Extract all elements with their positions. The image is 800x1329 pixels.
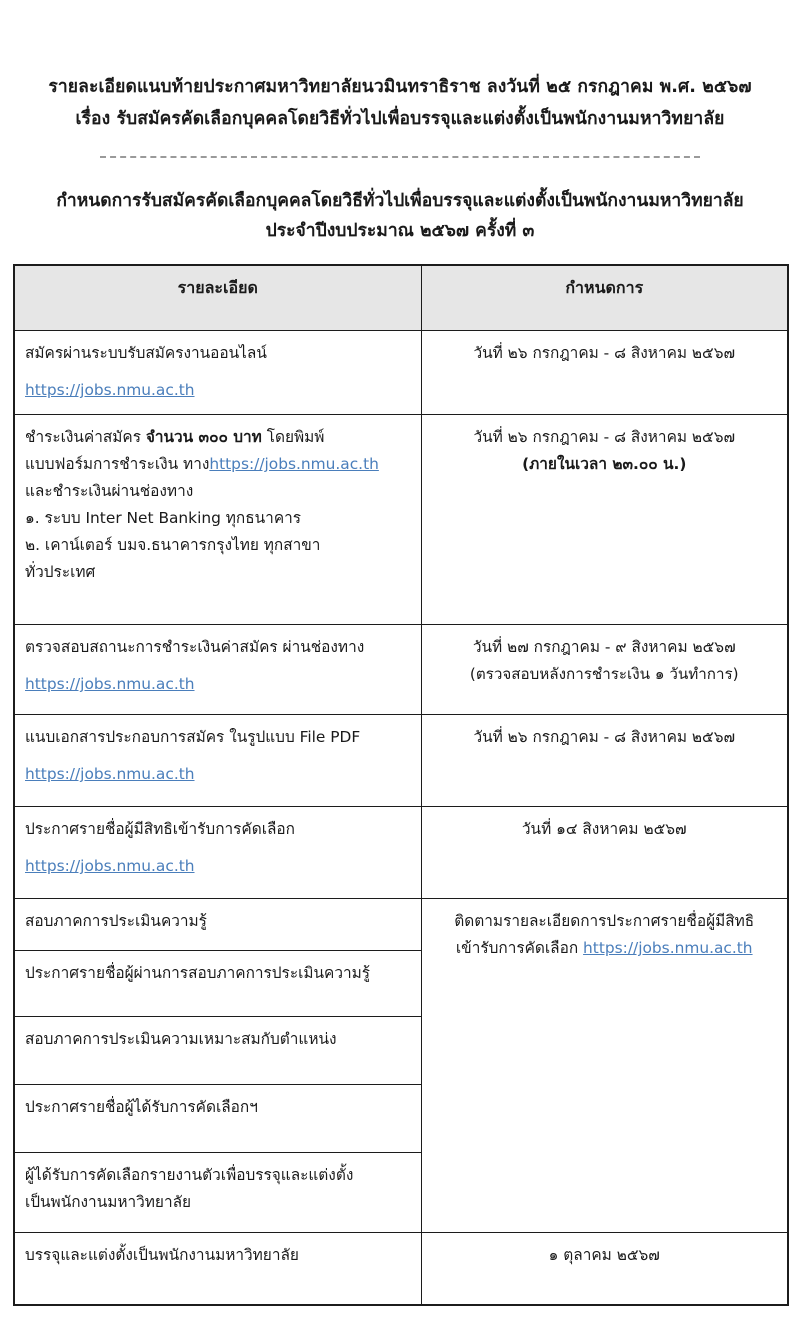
column-header-schedule: กำหนดการ — [421, 265, 788, 331]
report-duty-line-2: เป็นพนักงานมหาวิทยาลัย — [25, 1193, 192, 1211]
document-header — [0, 0, 800, 134]
check-detail-text: ตรวจสอบสถานะการชำระเงินค่าสมัคร ผ่านช่องทาง — [25, 638, 365, 656]
apply-link-line — [25, 377, 411, 404]
merged-schedule-line-1: ติดตามรายละเอียดการประกาศรายชื่อผู้มีสิทธิ — [454, 912, 755, 930]
cell-appointment-detail: บรรจุและแต่งตั้งเป็นพนักงานมหาวิทยาลัย — [14, 1233, 421, 1306]
check-jobs-link[interactable]: https://jobs.nmu.ac.th — [25, 675, 195, 693]
cell-apply-schedule: วันที่ ๒๖ กรกฎาคม - ๘ สิงหาคม ๒๕๖๗ — [421, 331, 788, 415]
document-subtitle — [0, 186, 800, 246]
subtitle-line-2: ประจำปีงบประมาณ ๒๕๖๗ ครั้งที่ ๓ — [265, 221, 535, 241]
payment-line-2 — [25, 451, 411, 478]
payment-jobs-link[interactable]: https://jobs.nmu.ac.th — [209, 455, 379, 473]
check-schedule-dates: วันที่ ๒๗ กรกฎาคม - ๙ สิงหาคม ๒๕๖๗ — [472, 638, 736, 656]
table-row-exam-knowledge — [14, 899, 788, 951]
payment-text-c: โดยพิมพ์ — [261, 428, 325, 446]
dashed-rule — [100, 156, 700, 158]
merged-schedule-line-2 — [432, 935, 778, 962]
payment-line-1 — [25, 424, 411, 451]
payment-channel-2-cont: ทั่วประเทศ — [25, 563, 96, 581]
table-row-appointment — [14, 1233, 788, 1306]
cell-apply-detail — [14, 331, 421, 415]
cell-eligible-detail — [14, 807, 421, 899]
subtitle-line-1: กำหนดการรับสมัครคัดเลือกบุคคลโดยวิธีทั่วไปเพื่อบรรจุและแต่งตั้งเป็นพนักงานมหาวิทยาลัย — [56, 191, 744, 211]
table-row-eligible-list — [14, 807, 788, 899]
eligible-jobs-link[interactable]: https://jobs.nmu.ac.th — [25, 857, 195, 875]
payment-amount: จำนวน ๓๐๐ บาท — [145, 428, 262, 446]
pdf-link-line — [25, 761, 411, 788]
cell-check-detail — [14, 625, 421, 715]
payment-text-a: ชำระเงินค่าสมัคร — [25, 428, 146, 446]
cell-pdf-schedule: วันที่ ๒๖ กรกฎาคม - ๘ สิงหาคม ๒๕๖๗ — [421, 715, 788, 807]
header-line-1: รายละเอียดแนบท้ายประกาศมหาวิทยาลัยนวมินทราธิราช ลงวันที่ ๒๕ กรกฎาคม พ.ศ. ๒๕๖๗ — [48, 77, 752, 97]
table-row-payment — [14, 415, 788, 625]
table-header — [14, 265, 788, 331]
eligible-link-line — [25, 853, 411, 880]
cell-payment-detail — [14, 415, 421, 625]
cell-exam-knowledge-result-detail: ประกาศรายชื่อผู้ผ่านการสอบภาคการประเมินความรู้ — [14, 951, 421, 1017]
table-row-attach-pdf — [14, 715, 788, 807]
table-body — [14, 331, 788, 1306]
apply-detail-text: สมัครผ่านระบบรับสมัครงานออนไลน์ — [25, 344, 267, 362]
cell-selected-list-detail: ประกาศรายชื่อผู้ได้รับการคัดเลือกฯ — [14, 1085, 421, 1153]
cell-report-duty-detail — [14, 1153, 421, 1233]
pdf-detail-text: แนบเอกสารประกอบการสมัคร ในรูปแบบ File PDF — [25, 728, 361, 746]
cell-eligible-schedule: วันที่ ๑๔ สิงหาคม ๒๕๖๗ — [421, 807, 788, 899]
report-duty-line-1: ผู้ได้รับการคัดเลือกรายงานตัวเพื่อบรรจุและแต่งตั้ง — [25, 1166, 354, 1184]
pdf-jobs-link[interactable]: https://jobs.nmu.ac.th — [25, 765, 195, 783]
check-link-line — [25, 671, 411, 698]
table-row-check-payment — [14, 625, 788, 715]
payment-schedule-dates: วันที่ ๒๖ กรกฎาคม - ๘ สิงหาคม ๒๕๖๗ — [473, 428, 736, 446]
column-header-detail: รายละเอียด — [14, 265, 421, 331]
payment-line-3: และชำระเงินผ่านช่องทาง — [25, 482, 194, 500]
eligible-detail-text: ประกาศรายชื่อผู้มีสิทธิเข้ารับการคัดเลือก — [25, 820, 295, 838]
cell-appointment-schedule: ๑ ตุลาคม ๒๕๖๗ — [421, 1233, 788, 1306]
dashed-separator — [0, 146, 800, 160]
cell-exam-knowledge-detail: สอบภาคการประเมินความรู้ — [14, 899, 421, 951]
schedule-table-wrapper — [13, 264, 787, 1306]
merged-schedule-text: เข้ารับการคัดเลือก — [455, 939, 584, 957]
merged-jobs-link[interactable]: https://jobs.nmu.ac.th — [583, 939, 753, 957]
cell-payment-schedule — [421, 415, 788, 625]
table-row-apply — [14, 331, 788, 415]
schedule-table — [13, 264, 789, 1306]
apply-jobs-link[interactable]: https://jobs.nmu.ac.th — [25, 381, 195, 399]
payment-channel-1: ๑. ระบบ Inter Net Banking ทุกธนาคาร — [25, 509, 302, 527]
cell-check-schedule — [421, 625, 788, 715]
cell-merged-schedule — [421, 899, 788, 1233]
table-header-row — [14, 265, 788, 331]
payment-form-text: แบบฟอร์มการชำระเงิน ทาง — [25, 455, 210, 473]
cell-pdf-detail — [14, 715, 421, 807]
payment-schedule-deadline: (ภายในเวลา ๒๓.๐๐ น.) — [522, 455, 687, 473]
cell-exam-suitability-detail: สอบภาคการประเมินความเหมาะสมกับตำแหน่ง — [14, 1017, 421, 1085]
payment-channel-2: ๒. เคาน์เตอร์ บมจ.ธนาคารกรุงไทย ทุกสาขา — [25, 536, 321, 554]
check-schedule-note: (ตรวจสอบหลังการชำระเงิน ๑ วันทำการ) — [469, 665, 739, 683]
header-line-2: เรื่อง รับสมัครคัดเลือกบุคคลโดยวิธีทั่วไปเพื่อบรรจุและแต่งตั้งเป็นพนักงานมหาวิทยาลัย — [75, 109, 725, 129]
